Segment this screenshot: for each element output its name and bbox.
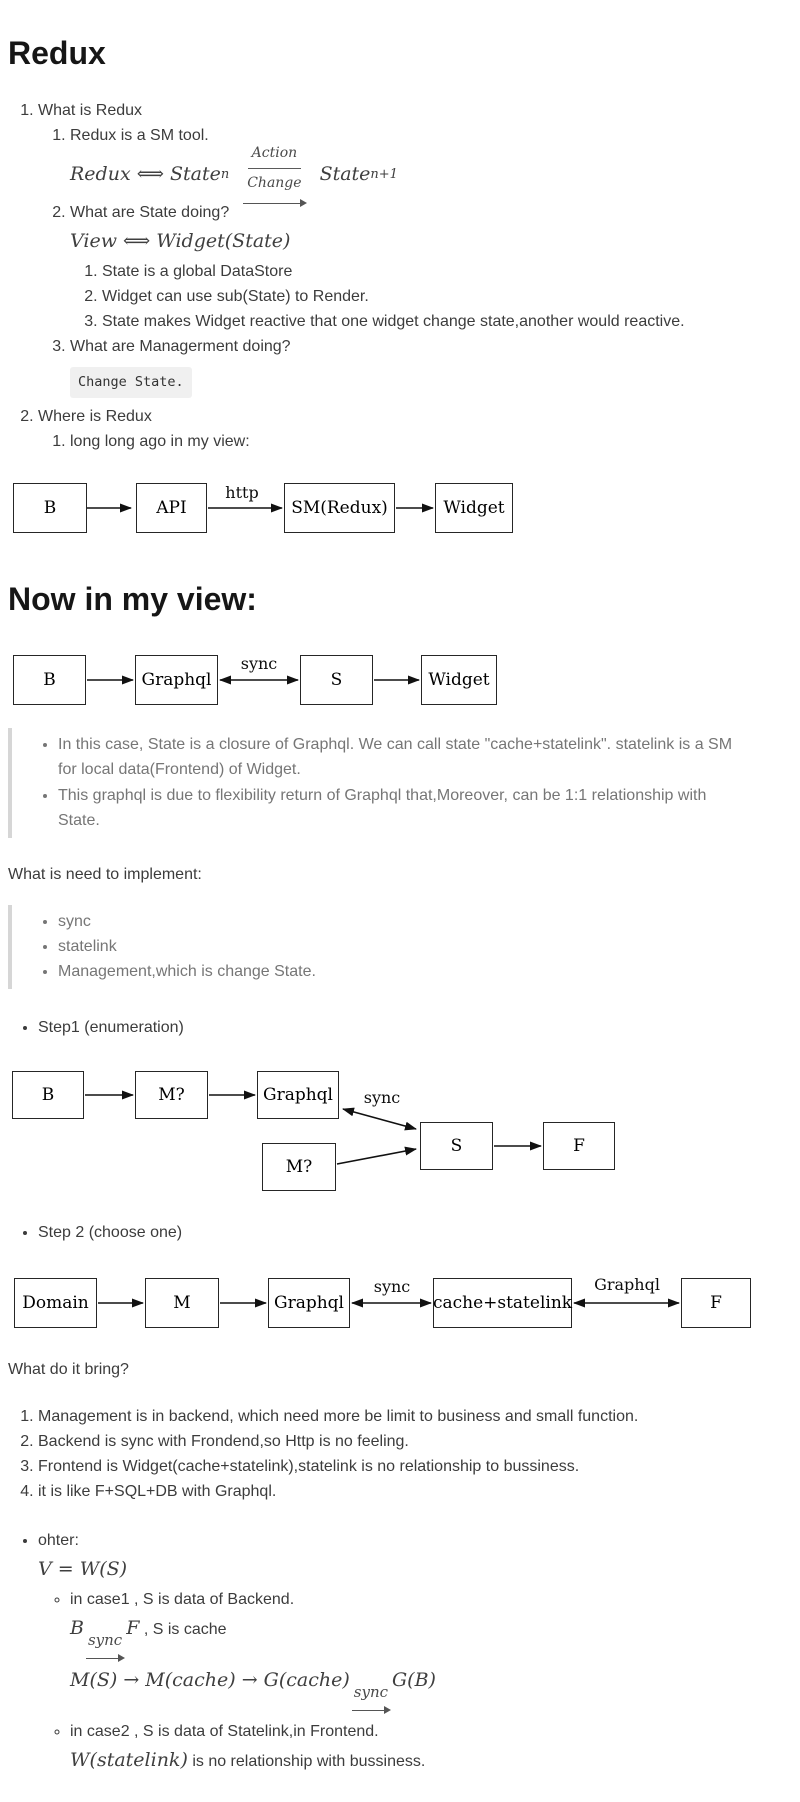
sync-arrow-label: sync [353, 1682, 388, 1701]
list-item [70, 200, 792, 334]
node-b-label: B [41, 1084, 55, 1105]
step1-item [38, 1015, 792, 1040]
bring-item [38, 1454, 792, 1479]
diagram-step1-flow [0, 1068, 800, 1194]
no-relationship-text: is no relationship with bussiness. [192, 1752, 426, 1770]
node-m2-label: M? [285, 1156, 313, 1177]
math-chain-pre: M(S) → M(cache) → G(cache) [70, 1668, 350, 1691]
diagram-now-flow [0, 654, 800, 710]
math-rhs-sub: n+1 [370, 166, 398, 182]
right-arrow-icon [86, 1654, 124, 1664]
quote-item-text: This graphql is due to flexibility return of Graphql that,Moreover, can be 1:1 relationship with State. [58, 786, 707, 830]
node-api-label: API [156, 498, 187, 518]
node-m [145, 1278, 219, 1328]
edge-label-sync: sync [373, 1276, 411, 1296]
quote-list [20, 909, 744, 985]
node-f-label: F [573, 1135, 585, 1156]
node-domain [14, 1278, 97, 1328]
math-f: F [126, 1616, 140, 1639]
diagram-step2-flow [0, 1274, 800, 1333]
case1-item [70, 1587, 792, 1716]
math-w-statelink-text: W(statelink) [70, 1748, 188, 1771]
node-f [543, 1122, 615, 1170]
math-b-sync-f [70, 1615, 792, 1664]
state-doing-text: What are State doing? [70, 204, 230, 221]
sync-arrow [86, 1627, 124, 1664]
node-sm-redux-label: SM(Redux) [291, 498, 388, 518]
step2-list [8, 1220, 792, 1245]
where-is-sublist [38, 429, 792, 454]
node-widget-label: Widget [443, 498, 505, 518]
case2-text: in case2 , S is data of Statelink,in Frontend. [70, 1722, 379, 1740]
step1-list [8, 1015, 792, 1040]
node-b-label: B [43, 498, 57, 518]
quote-item [58, 783, 744, 834]
implement-intro: What is need to implement: [8, 865, 202, 883]
arrow-under-label: Change [247, 174, 302, 191]
node-m-label: M [173, 1292, 191, 1313]
arrow-over-label: Action [248, 140, 302, 169]
right-arrow-icon [352, 1706, 390, 1716]
diagram-old-flow [0, 482, 800, 538]
node-f-label: F [710, 1292, 722, 1313]
quote-item [58, 934, 744, 959]
node-graphql [268, 1278, 350, 1328]
where-is-redux-label: Where is Redux [38, 408, 152, 425]
list-item [70, 123, 792, 197]
other-item [38, 1528, 792, 1775]
management-doing-text: What are Managerment doing? [70, 338, 291, 355]
node-m1-label: M? [158, 1084, 185, 1105]
bring-item [38, 1404, 792, 1429]
quote-item-text: statelink [58, 938, 117, 956]
node-cache-statelink [433, 1278, 572, 1328]
quote-item [58, 959, 744, 984]
edge-label-sync: sync [363, 1087, 401, 1107]
math-vws-text: V = W(S) [38, 1557, 128, 1580]
right-arrow-icon [243, 199, 305, 209]
bring-intro: What do it bring? [8, 1360, 129, 1378]
math-w-statelink [70, 1747, 792, 1775]
list-item [38, 98, 792, 398]
node-m1 [135, 1071, 208, 1119]
step2-item [38, 1220, 792, 1245]
diagram-step1-arrows [0, 1068, 800, 1194]
step2-text: Step 2 (choose one) [38, 1223, 183, 1241]
bring-item [38, 1429, 792, 1454]
state-sublist [70, 259, 792, 334]
what-is-redux-label: What is Redux [38, 102, 143, 119]
node-s [300, 655, 373, 705]
quote-item [58, 732, 744, 783]
state-sub-3: State makes Widget reactive that one widget change state,another would reactive. [102, 313, 685, 330]
math-rhs: State [319, 162, 371, 185]
math-ms-chain [70, 1667, 792, 1716]
node-b [13, 655, 86, 705]
math-v-equals-ws [38, 1556, 792, 1584]
list-item [102, 284, 792, 309]
bring-item-text: Frontend is Widget(cache+statelink),statelink is no relationship to bussiness. [38, 1457, 580, 1475]
bring-item-text: Backend is sync with Frondend,so Http is no feeling. [38, 1432, 409, 1450]
what-is-sublist [38, 123, 792, 398]
quote-list [20, 732, 744, 834]
node-widget-label: Widget [428, 670, 490, 690]
action-change-arrow [243, 140, 305, 209]
math-redux-state [70, 144, 792, 197]
node-f [681, 1278, 751, 1328]
node-domain-label: Domain [22, 1292, 89, 1313]
math-lhs-sub: n [220, 166, 230, 182]
implement-quote [8, 905, 792, 989]
step1-text: Step1 (enumeration) [38, 1018, 184, 1036]
cases-list [38, 1587, 792, 1775]
math-chain-post: G(B) [392, 1668, 436, 1691]
node-graphql-label: Graphql [274, 1292, 344, 1313]
code-line [70, 367, 792, 398]
list-item [102, 259, 792, 284]
math-b: B [70, 1616, 84, 1639]
quote-item-text: In this case, State is a closure of Graphql. We can call state "cache+statelink". statelink is a SM for local data(Frontend) of Widget. [58, 736, 733, 779]
list-item [102, 309, 792, 334]
node-sm-redux [284, 483, 395, 533]
node-s-label: S [330, 670, 343, 690]
case2-item [70, 1719, 792, 1775]
page-title: Redux [8, 35, 106, 71]
sync-arrow-label: sync [87, 1630, 123, 1649]
edge-label-http: http [225, 483, 259, 502]
node-b [12, 1071, 84, 1119]
bring-list [8, 1404, 792, 1504]
bring-item [38, 1479, 792, 1504]
node-s [420, 1122, 493, 1170]
long-ago-text: long long ago in my view: [70, 433, 250, 450]
bring-item-text: Management is in backend, which need more be limit to business and small function. [38, 1407, 639, 1425]
s-is-cache-text: , S is cache [143, 1620, 227, 1638]
what-is-redux-list [8, 98, 792, 454]
node-cache-statelink-label: cache+statelink [432, 1292, 573, 1313]
list-item [38, 404, 792, 454]
state-closure-quote [8, 728, 792, 838]
quote-item-text: sync [58, 912, 91, 930]
edge-label-sync: sync [240, 654, 278, 673]
quote-item [58, 909, 744, 934]
node-m2 [262, 1143, 336, 1191]
node-graphql-label: Graphql [263, 1084, 333, 1105]
bring-item-text: it is like F+SQL+DB with Graphql. [38, 1482, 277, 1500]
node-widget [421, 655, 497, 705]
sm-tool-text: Redux is a SM tool. [70, 127, 209, 144]
state-sub-2: Widget can use sub(State) to Render. [102, 288, 369, 305]
diagram-old-arrows [0, 482, 800, 538]
edge-label-graphql: Graphql [594, 1274, 660, 1294]
node-b-label: B [43, 670, 56, 690]
list-item [70, 334, 792, 398]
node-widget [435, 483, 513, 533]
other-label: ohter: [38, 1531, 79, 1549]
node-graphql [257, 1071, 339, 1119]
math-view-text: View ⟺ Widget(State) [70, 230, 291, 252]
diagram-now-arrows [0, 654, 800, 710]
state-sub-1: State is a global DataStore [102, 263, 293, 280]
change-state-code: Change State. [70, 367, 192, 398]
quote-item-text: Management,which is change State. [58, 963, 316, 981]
node-b [13, 483, 87, 533]
now-in-my-view-heading: Now in my view: [8, 581, 257, 617]
math-lhs: Redux ⟺ State [70, 162, 221, 185]
node-s-label: S [450, 1135, 463, 1156]
node-api [136, 483, 207, 533]
other-list [8, 1528, 792, 1775]
node-graphql [135, 655, 218, 705]
node-graphql-label: Graphql [141, 670, 212, 690]
sync-arrow [352, 1679, 390, 1716]
math-view-widget [70, 228, 792, 256]
case1-text: in case1 , S is data of Backend. [70, 1590, 295, 1608]
list-item [70, 429, 792, 454]
